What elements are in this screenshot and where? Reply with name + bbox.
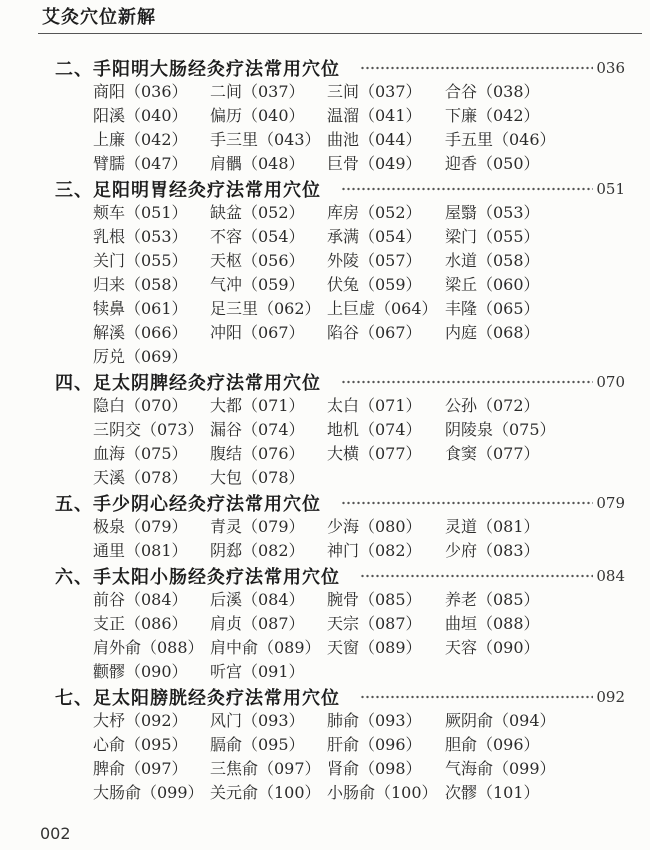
acupoint-entry: 听宫（091）	[210, 662, 305, 681]
acupoint-entry: 心俞（095）	[93, 735, 188, 754]
acupoint-entry: 风门（093）	[210, 711, 305, 730]
acupoint-entry: 肩贞（087）	[210, 614, 305, 633]
acupoint-entry: 曲垣（088）	[445, 614, 540, 633]
acupoint-entry: 三焦俞（097）	[210, 759, 321, 778]
acupoint-entry: 胆俞（096）	[445, 735, 540, 754]
meridian-section	[0, 369, 650, 490]
acupoint-entry: 小肠俞（100）	[327, 783, 438, 802]
acupoint-entry: 巨骨（049）	[327, 154, 422, 173]
acupoint-entry: 少海（080）	[327, 517, 422, 536]
acupoint-entry: 商阳（036）	[93, 82, 188, 101]
running-head-title: 艾灸穴位新解	[42, 7, 156, 28]
section-page-number: 084	[596, 566, 625, 585]
section-heading-row	[55, 369, 625, 394]
acupoint-entry: 三阴交（073）	[93, 420, 204, 439]
acupoint-entry: 肝俞（096）	[327, 735, 422, 754]
acupoint-entry: 腕骨（085）	[327, 590, 422, 609]
acupoint-entry: 漏谷（074）	[210, 420, 305, 439]
acupoint-entry: 臂臑（047）	[93, 154, 188, 173]
acupoint-entry: 三间（037）	[327, 82, 422, 101]
acupoint-entry: 肾俞（098）	[327, 759, 422, 778]
section-page-number: 070	[596, 372, 625, 391]
acupoint-entry: 天枢（056）	[210, 251, 305, 270]
acupoint-entry: 梁丘（060）	[445, 275, 540, 294]
acupoint-entry: 阳溪（040）	[93, 106, 188, 125]
acupoint-entry: 肩中俞（089）	[210, 638, 321, 657]
acupoint-entry: 承满（054）	[327, 227, 422, 246]
acupoint-entry: 肩髃（048）	[210, 154, 305, 173]
acupoint-entry: 外陵（057）	[327, 251, 422, 270]
acupoint-entry: 缺盆（052）	[210, 203, 305, 222]
section-page-number: 036	[596, 58, 625, 77]
section-title: 四、足太阴脾经灸疗法常用穴位	[55, 372, 321, 394]
acupoint-entry: 次髎（101）	[445, 783, 540, 802]
header-divider	[38, 33, 642, 34]
acupoint-entry: 青灵（079）	[210, 517, 305, 536]
dot-leader	[360, 695, 593, 699]
acupoint-entry: 犊鼻（061）	[93, 299, 188, 318]
acupoint-entry: 地机（074）	[327, 420, 422, 439]
acupoint-entry: 颧髎（090）	[93, 662, 188, 681]
acupoint-entry: 足三里（062）	[210, 299, 321, 318]
section-title: 七、足太阳膀胱经灸疗法常用穴位	[55, 687, 340, 709]
acupoint-entry: 膈俞（095）	[210, 735, 305, 754]
section-page-number: 051	[596, 179, 625, 198]
acupoint-entry: 神门（082）	[327, 541, 422, 560]
acupoint-entry: 灵道（081）	[445, 517, 540, 536]
acupoint-entry: 后溪（084）	[210, 590, 305, 609]
acupoint-entry: 丰隆（065）	[445, 299, 540, 318]
section-heading-row	[55, 55, 625, 80]
acupoint-entry: 天容（090）	[445, 638, 540, 657]
acupoint-entry: 手五里（046）	[445, 130, 556, 149]
section-heading-row	[55, 176, 625, 201]
acupoint-entry: 解溪（066）	[93, 323, 188, 342]
acupoint-entry: 下廉（042）	[445, 106, 540, 125]
acupoint-entry: 库房（052）	[327, 203, 422, 222]
meridian-section	[0, 176, 650, 369]
acupoint-entry: 腹结（076）	[210, 444, 305, 463]
acupoint-entry: 公孙（072）	[445, 396, 540, 415]
section-page-number: 092	[596, 687, 625, 706]
acupoint-entry: 梁门（055）	[445, 227, 540, 246]
acupoint-entry: 厉兑（069）	[93, 347, 188, 366]
acupoint-entry: 大横（077）	[327, 444, 422, 463]
acupoint-entry: 天宗（087）	[327, 614, 422, 633]
page-number: 002	[40, 824, 71, 843]
acupoint-entry: 隐白（070）	[93, 396, 188, 415]
acupoint-entry: 肺俞（093）	[327, 711, 422, 730]
acupoint-entry: 水道（058）	[445, 251, 540, 270]
acupoint-entry: 不容（054）	[210, 227, 305, 246]
acupoint-entry: 归来（058）	[93, 275, 188, 294]
acupoint-entry: 养老（085）	[445, 590, 540, 609]
acupoint-list	[93, 201, 650, 369]
acupoint-list	[93, 394, 650, 490]
acupoint-entry: 前谷（084）	[93, 590, 188, 609]
acupoint-entry: 血海（075）	[93, 444, 188, 463]
acupoint-entry: 阴陵泉（075）	[445, 420, 556, 439]
acupoint-entry: 曲池（044）	[327, 130, 422, 149]
acupoint-entry: 大肠俞（099）	[93, 783, 204, 802]
acupoint-list	[93, 588, 650, 684]
section-title: 六、手太阳小肠经灸疗法常用穴位	[55, 566, 340, 588]
acupoint-entry: 阴郄（082）	[210, 541, 305, 560]
acupoint-entry: 气冲（059）	[210, 275, 305, 294]
acupoint-entry: 太白（071）	[327, 396, 422, 415]
acupoint-entry: 天窗（089）	[327, 638, 422, 657]
acupoint-entry: 少府（083）	[445, 541, 540, 560]
acupoint-entry: 冲阳（067）	[210, 323, 305, 342]
section-title: 五、手少阴心经灸疗法常用穴位	[55, 493, 321, 515]
meridian-section	[0, 490, 650, 563]
dot-leader	[341, 380, 593, 384]
acupoint-entry: 屋翳（053）	[445, 203, 540, 222]
section-page-number: 079	[596, 493, 625, 512]
dot-leader	[360, 574, 593, 578]
acupoint-entry: 偏历（040）	[210, 106, 305, 125]
acupoint-entry: 合谷（038）	[445, 82, 540, 101]
acupoint-entry: 大杼（092）	[93, 711, 188, 730]
acupoint-entry: 陷谷（067）	[327, 323, 422, 342]
acupoint-entry: 伏兔（059）	[327, 275, 422, 294]
dot-leader	[360, 66, 593, 70]
acupoint-entry: 内庭（068）	[445, 323, 540, 342]
section-heading-row	[55, 490, 625, 515]
acupoint-entry: 支正（086）	[93, 614, 188, 633]
acupoint-list	[93, 709, 650, 805]
toc-content	[0, 55, 650, 805]
acupoint-entry: 极泉（079）	[93, 517, 188, 536]
meridian-section	[0, 563, 650, 684]
dot-leader	[341, 501, 593, 505]
acupoint-entry: 温溜（041）	[327, 106, 422, 125]
dot-leader	[341, 187, 593, 191]
acupoint-entry: 乳根（053）	[93, 227, 188, 246]
acupoint-entry: 关元俞（100）	[210, 783, 321, 802]
section-heading-row	[55, 563, 625, 588]
acupoint-list	[93, 515, 650, 563]
acupoint-entry: 手三里（043）	[210, 130, 321, 149]
acupoint-entry: 二间（037）	[210, 82, 305, 101]
acupoint-entry: 大都（071）	[210, 396, 305, 415]
acupoint-entry: 食窦（077）	[445, 444, 540, 463]
meridian-section	[0, 684, 650, 805]
acupoint-entry: 关门（055）	[93, 251, 188, 270]
section-title: 三、足阳明胃经灸疗法常用穴位	[55, 179, 321, 201]
acupoint-entry: 气海俞（099）	[445, 759, 556, 778]
acupoint-entry: 通里（081）	[93, 541, 188, 560]
acupoint-entry: 肩外俞（088）	[93, 638, 204, 657]
acupoint-entry: 迎香（050）	[445, 154, 540, 173]
acupoint-entry: 脾俞（097）	[93, 759, 188, 778]
acupoint-entry: 颊车（051）	[93, 203, 188, 222]
acupoint-entry: 上廉（042）	[93, 130, 188, 149]
meridian-section	[0, 55, 650, 176]
acupoint-entry: 大包（078）	[210, 468, 305, 487]
acupoint-list	[93, 80, 650, 176]
section-title: 二、手阳明大肠经灸疗法常用穴位	[55, 58, 340, 80]
acupoint-entry: 天溪（078）	[93, 468, 188, 487]
acupoint-entry: 上巨虚（064）	[327, 299, 438, 318]
acupoint-entry: 厥阴俞（094）	[445, 711, 556, 730]
section-heading-row	[55, 684, 625, 709]
